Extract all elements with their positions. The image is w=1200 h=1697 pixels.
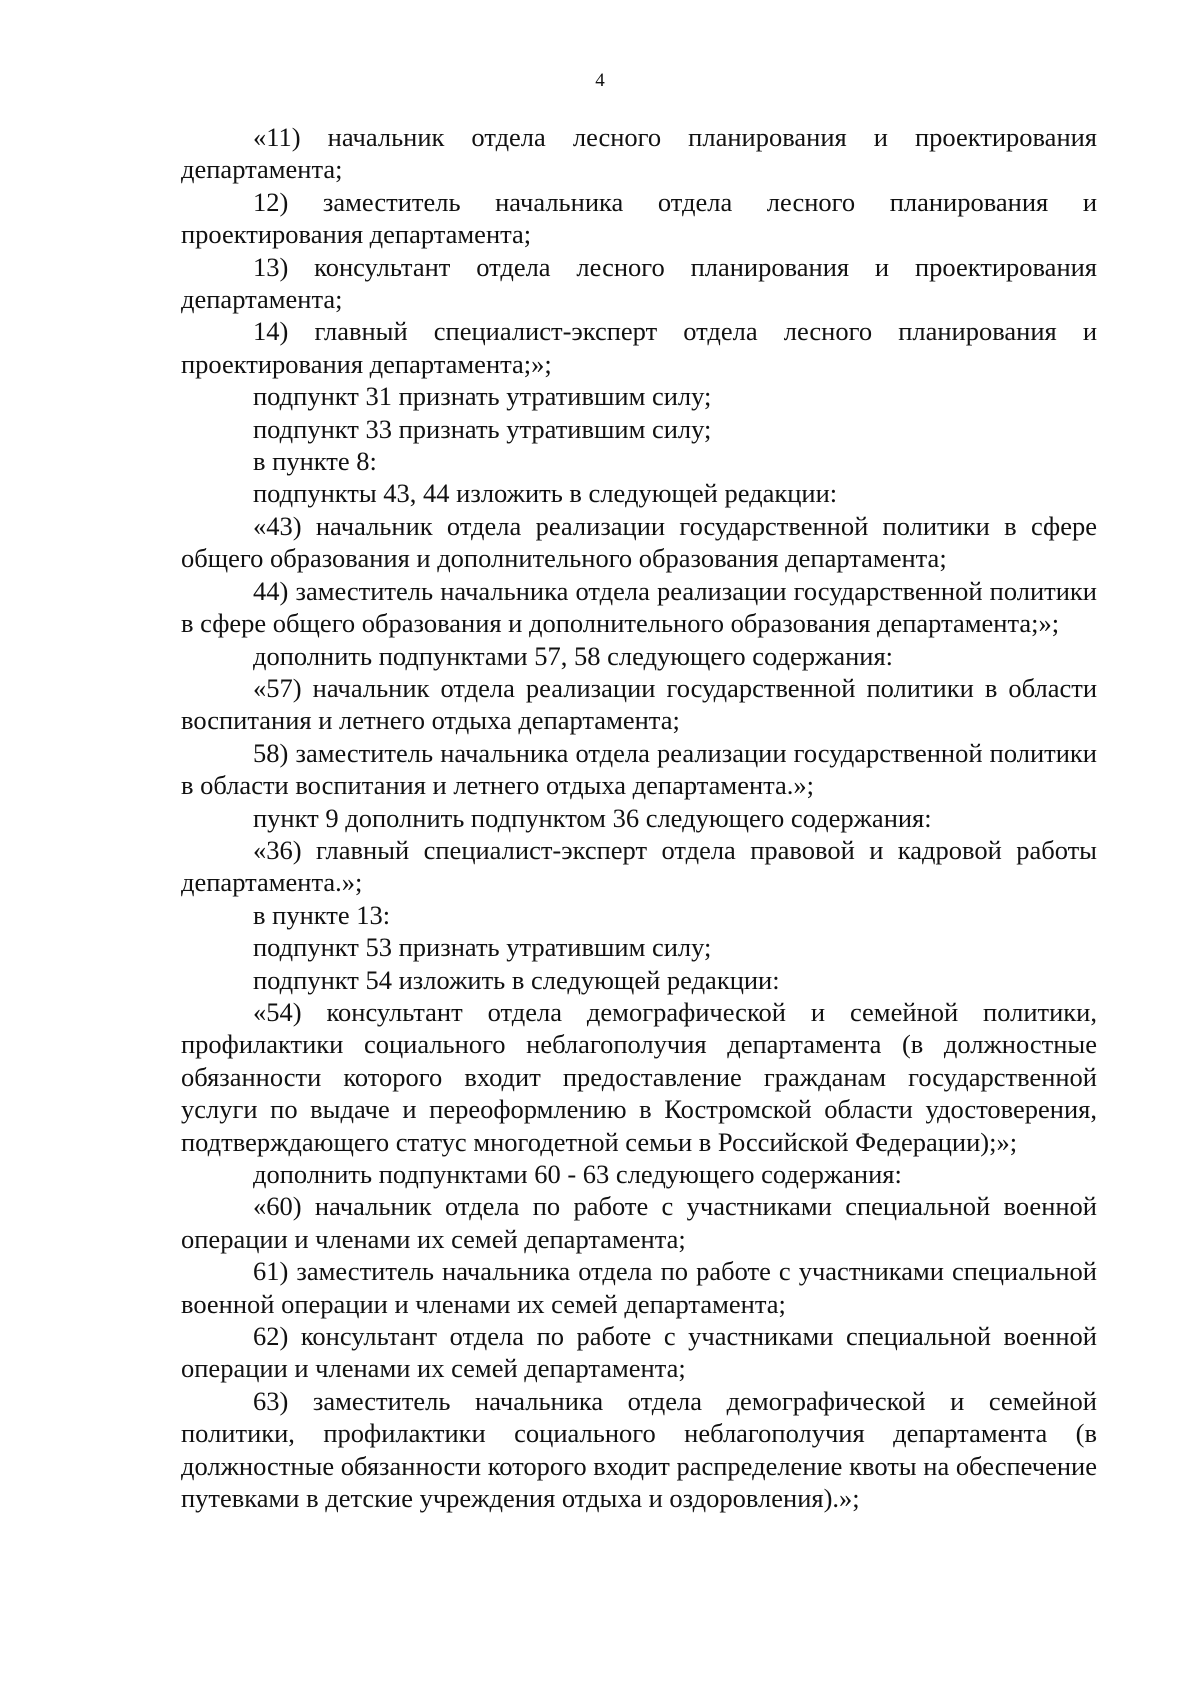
paragraph-subitem-44: 44) заместитель начальника отдела реализации государственной политики в сфере общего образования и дополнительного образования департамента;»; bbox=[181, 575, 1097, 639]
paragraph-subitem-36: «36) главный специалист-эксперт отдела правовой и кадровой работы департамента.»; bbox=[181, 834, 1097, 898]
paragraph-subitem-60: «60) начальник отдела по работе с участниками специальной военной операции и членами их семей департамента; bbox=[181, 1191, 1097, 1254]
paragraph-subitem-12: 12) заместитель начальника отдела лесного планирования и проектирования департамента; bbox=[181, 186, 1097, 250]
paragraph-subitem-11: «11) начальник отдела лесного планирования и проектирования департамента; bbox=[181, 122, 1097, 185]
paragraph-subitem-13: 13) консультант отдела лесного планирования и проектирования департамента; bbox=[181, 251, 1097, 315]
paragraph-item-8-heading: в пункте 8: bbox=[253, 446, 377, 477]
paragraph-subitems-43-44-intro: подпункты 43, 44 изложить в следующей редакции: bbox=[253, 478, 838, 509]
paragraph-subitem-61: 61) заместитель начальника отдела по работе с участниками специальной военной операции и членами их семей департамента; bbox=[181, 1256, 1097, 1319]
paragraph-subitem-53-void: подпункт 53 признать утратившим силу; bbox=[253, 932, 712, 963]
paragraph-subitem-58: 58) заместитель начальника отдела реализации государственной политики в области воспитания и летнего отдыха департамента.»; bbox=[181, 737, 1097, 801]
document-body bbox=[181, 121, 1097, 1514]
paragraph-subitem-63: 63) заместитель начальника отдела демографической и семейной политики, профилактики социального неблагополучия департамента (в должностные обязанности которого входит распределение квоты на обеспечение путевками в детские учреждения отдыха и оздоровления).»; bbox=[181, 1385, 1097, 1514]
paragraph-subitem-62: 62) консультант отдела по работе с участниками специальной военной операции и членами их семей департамента; bbox=[181, 1321, 1097, 1384]
paragraph-subitems-57-58-intro: дополнить подпунктами 57, 58 следующего содержания: bbox=[253, 640, 894, 671]
page-number: 4 bbox=[595, 70, 605, 91]
paragraph-subitem-33-void: подпункт 33 признать утратившим силу; bbox=[253, 413, 712, 444]
paragraph-subitem-43: «43) начальник отдела реализации государственной политики в сфере общего образования и дополнительного образования департамента; bbox=[181, 510, 1097, 574]
paragraph-subitem-54: «54) консультант отдела демографической и семейной политики, профилактики социального неблагополучия департамента (в должностные обязанности которого входит предоставление гражданам государственной услуги по выдаче и переоформлению в Костромской области удостоверения, подтверждающего статус многодетной семьи в Российской Федерации);»; bbox=[181, 996, 1097, 1157]
paragraph-subitem-57: «57) начальник отдела реализации государственной политики в области воспитания и летнего отдыха департамента; bbox=[181, 672, 1097, 736]
paragraph-subitem-54-intro: подпункт 54 изложить в следующей редакции: bbox=[253, 964, 780, 995]
paragraph-subitem-31-void: подпункт 31 признать утратившим силу; bbox=[253, 381, 712, 412]
paragraph-subitem-14: 14) главный специалист-эксперт отдела лесного планирования и проектирования департамента;»; bbox=[181, 316, 1097, 379]
paragraph-item-13-heading: в пункте 13: bbox=[253, 899, 391, 930]
paragraph-subitems-60-63-intro: дополнить подпунктами 60 - 63 следующего содержания: bbox=[253, 1159, 902, 1189]
paragraph-item-9-intro: пункт 9 дополнить подпунктом 36 следующего содержания: bbox=[253, 802, 932, 833]
